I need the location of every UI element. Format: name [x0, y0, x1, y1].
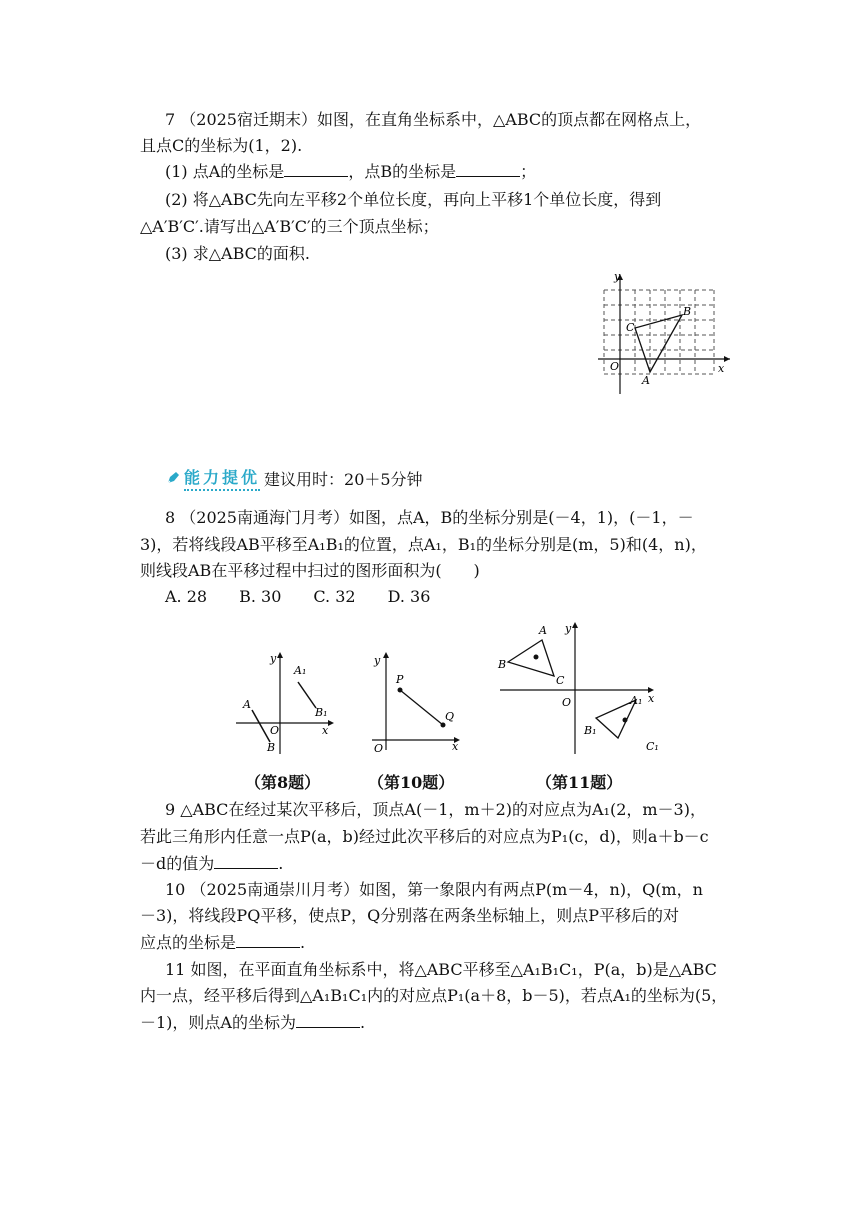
- q11-line3: [140, 1013, 365, 1033]
- caption-figure-8: （第8题）: [245, 773, 321, 792]
- q11-point-a1: A₁: [630, 694, 643, 707]
- q7-origin-label: O: [610, 360, 620, 373]
- q10-axis-x-label: x: [452, 740, 459, 753]
- q10-axis-y-label: y: [374, 654, 381, 667]
- q7-grid-figure: [590, 268, 740, 400]
- q11-point-b1: B₁: [584, 724, 597, 737]
- section-header: [165, 465, 423, 491]
- q7-axis-x-label: x: [718, 362, 725, 375]
- q11-origin-label: O: [562, 696, 572, 709]
- q7-point-c: C: [626, 321, 635, 334]
- q10-line3-text-b: .: [300, 933, 306, 952]
- q8-point-a: A: [243, 698, 251, 711]
- q9-line3: [140, 854, 283, 874]
- q10-line3-text-a: 应点的坐标是: [140, 933, 237, 952]
- q10-line1: 10 （2025南通崇川月考）如图，第一象限内有两点P(m－4，n)，Q(m，n: [165, 880, 703, 899]
- q7-part1-text-b: ，点B的坐标是: [348, 162, 457, 181]
- answer-blank-q10[interactable]: [236, 933, 300, 948]
- q11-point-b: B: [498, 658, 507, 671]
- q8-axis-x-label: x: [322, 724, 329, 737]
- q7-axis-y-label: y: [614, 270, 621, 283]
- q11-axis-x-label: x: [648, 692, 655, 705]
- q7-line2: 且点C的坐标为(1，2).: [140, 136, 303, 155]
- q8-axis-y-label: y: [270, 652, 277, 665]
- q8-origin-label: O: [270, 724, 280, 737]
- answer-blank-a[interactable]: [284, 162, 348, 177]
- q9-line2: 若此三角形内任意一点P(a，b)经过此次平移后的对应点为P₁(c，d)，则a＋b－c: [140, 827, 709, 846]
- caption-figure-11: （第11题）: [536, 773, 623, 792]
- q11-line1: 11 如图，在平面直角坐标系中，将△ABC平移至△A₁B₁C₁，P(a，b)是△ABC: [165, 960, 717, 979]
- q8-line3: 则线段AB在平移过程中扫过的图形面积为( ): [140, 561, 480, 580]
- q11-point-c1: C₁: [646, 740, 659, 753]
- q11-point-c: C: [556, 674, 565, 687]
- pencil-icon: [165, 470, 181, 486]
- q11-figure: [494, 616, 664, 760]
- q10-point-p: P: [396, 673, 404, 686]
- q10-origin-label: O: [374, 742, 384, 754]
- answer-blank-b[interactable]: [456, 162, 520, 177]
- q7-part1: [165, 162, 536, 182]
- q7-part3: (3) 求△ABC的面积.: [165, 244, 310, 263]
- q10-figure: [366, 648, 466, 754]
- q7-line1: 7 （2025宿迁期末）如图，在直角坐标系中，△ABC的顶点都在网格点上，: [165, 110, 702, 129]
- section-time: 建议用时：20＋5分钟: [264, 469, 423, 489]
- q9-line1: 9 △ABC在经过某次平移后，顶点A(－1，m＋2)的对应点为A₁(2，m－3)，: [165, 800, 706, 819]
- caption-figure-10: （第10题）: [368, 773, 455, 792]
- q11-axis-y-label: y: [565, 622, 572, 635]
- q9-line3-text-b: .: [278, 854, 284, 873]
- q7-point-b: B: [683, 305, 692, 318]
- q11-line3-text-b: .: [359, 1013, 366, 1032]
- q7-point-a: A: [642, 374, 650, 387]
- q10-line3: [140, 933, 305, 953]
- q8-line1: 8 （2025南通海门月考）如图，点A，B的坐标分别是(－4，1)，(－1，－: [165, 508, 694, 527]
- q7-part2-line1: (2) 将△ABC先向左平移2个单位长度，再向上平移1个单位长度，得到: [165, 190, 662, 209]
- q10-line2: －3)，将线段PQ平移，使点P，Q分别落在两条坐标轴上，则点P平移后的对: [140, 906, 679, 925]
- section-badge: 能力提优: [184, 465, 260, 491]
- q8-point-b: B: [267, 741, 276, 754]
- q8-point-b1: B₁: [315, 706, 328, 719]
- q8-line2: 3)，若将线段AB平移至A₁B₁的位置，点A₁，B₁的坐标分别是(m，5)和(4，n)，: [140, 535, 707, 554]
- q11-line2: 内一点，经平移后得到△A₁B₁C₁内的对应点P₁(a＋8，b－5)，若点A₁的坐标为(5，: [140, 986, 728, 1005]
- q7-part1-text-c: ；: [520, 162, 537, 181]
- q11-line3-text-a: －1)，则点A的坐标为: [140, 1013, 296, 1032]
- answer-blank-q9[interactable]: [214, 854, 278, 869]
- q8-point-a1: A₁: [294, 664, 307, 677]
- q8-options: A. 28 B. 30 C. 32 D. 36: [165, 587, 431, 606]
- q9-line3-text-a: －d的值为: [140, 854, 215, 873]
- q10-point-q: Q: [445, 710, 455, 723]
- q11-point-a: A: [539, 624, 547, 637]
- q7-part2-line2: △A′B′C′.请写出△A′B′C′的三个顶点坐标；: [140, 217, 439, 236]
- q7-part1-text-a: (1) 点A的坐标是: [165, 162, 285, 181]
- answer-blank-q11[interactable]: [296, 1013, 360, 1028]
- q8-figure: [232, 650, 342, 758]
